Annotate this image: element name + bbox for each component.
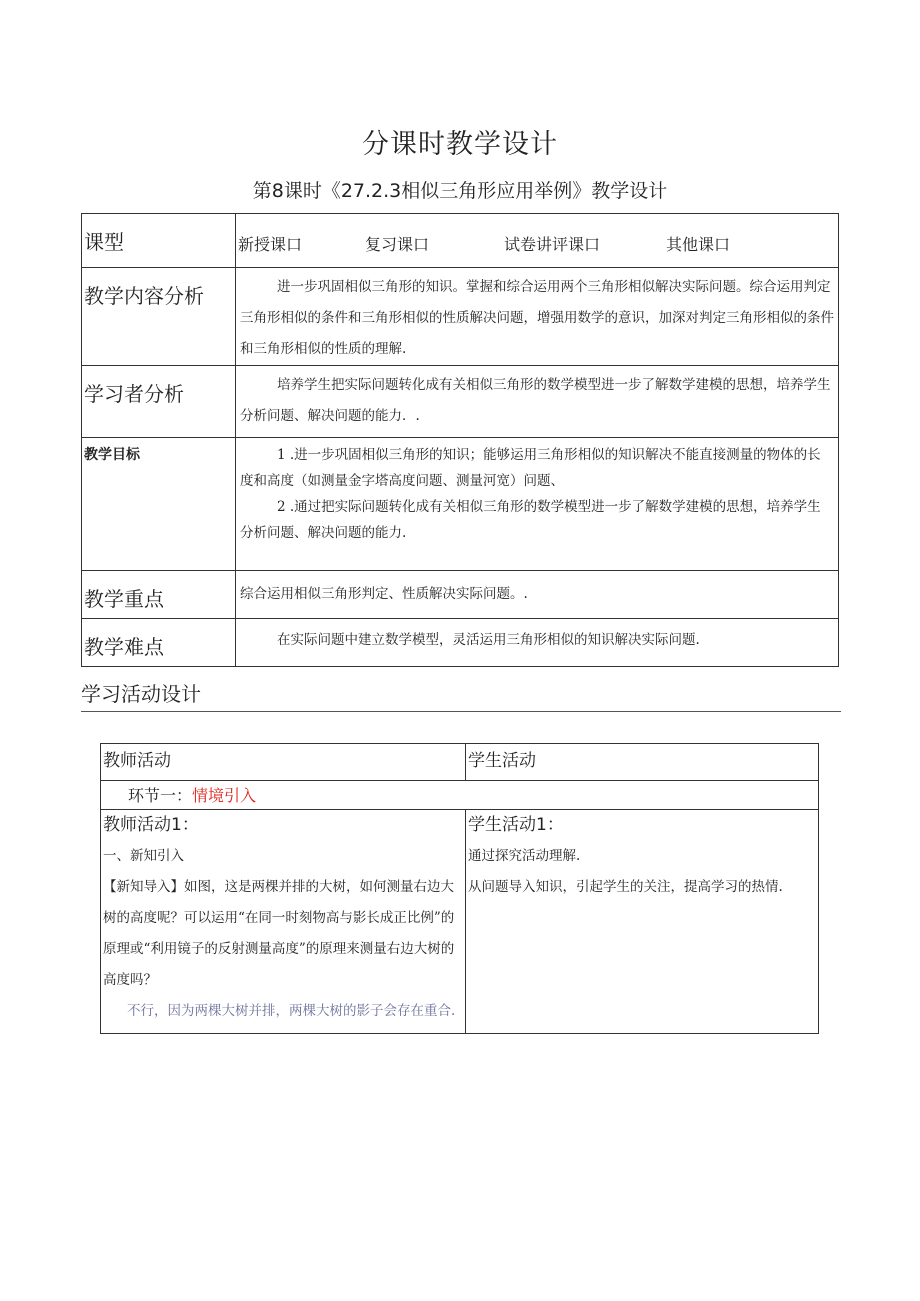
- goals-cell: [236, 438, 839, 571]
- difficulty-label: 教学难点: [84, 635, 164, 659]
- document-title: 分课时教学设计: [362, 129, 558, 160]
- table-row: [82, 366, 839, 438]
- difficulty-text: 在实际问题中建立数学模型，灵活运用三角形相似的知识解决实际问题.: [236, 619, 839, 667]
- type-option-other[interactable]: 其他课口: [666, 235, 731, 254]
- student-line-2: 从问题导入知识，引起学生的关注，提高学习的热情.: [468, 879, 783, 895]
- lesson-info-table: [81, 213, 839, 667]
- content-analysis-text: 进一步巩固相似三角形的知识。掌握和综合运用两个三角形相似解决实际问题。综合运用判定三角形相似的条件和三角形相似的性质解决问题，增强用数学的意识，加深对判定三角形相似的条件和三角形相似的性质的理解.: [236, 268, 839, 366]
- teacher-subheading: 一、新知引入: [103, 848, 184, 864]
- key-points-text: 综合运用相似三角形判定、性质解决实际问题。.: [236, 571, 839, 619]
- table-row: [82, 619, 839, 667]
- learner-label-cell: [82, 366, 236, 438]
- table-row: [101, 810, 819, 1034]
- teacher-answer-text: 不行，因为两棵大树并排，两棵大树的影子会存在重合.: [127, 1003, 456, 1019]
- type-option-new[interactable]: 新授课口: [238, 235, 303, 254]
- teacher-question-text: 【新知导入】如图，这是两棵并排的大树，如何测量右边大树的高度呢？可以运用“在同一时刻物高与影长成正比例”的原理或“利用镜子的反射测量高度”的原理来测量右边大树的高度吗？: [103, 879, 455, 988]
- difficulty-label-cell: [82, 619, 236, 667]
- document-subtitle: 第8课时《27.2.3相似三角形应用举例》教学设计: [252, 180, 668, 202]
- table-row: [101, 781, 819, 810]
- table-row: [82, 571, 839, 619]
- table-row: [82, 268, 839, 366]
- student-activity-cell: [466, 810, 819, 1034]
- student-activity-title: 学生活动1：: [468, 815, 564, 835]
- type-label-cell: [82, 214, 236, 268]
- stage-row: [101, 781, 819, 810]
- content-label: 教学内容分析: [84, 284, 204, 308]
- table-row: [82, 214, 839, 268]
- table-row: [82, 438, 839, 571]
- student-line-1: 通过探究活动理解.: [468, 848, 581, 864]
- goals-label: 教学目标: [84, 447, 140, 463]
- teacher-header: 教师活动: [101, 744, 466, 781]
- student-header: 学生活动: [466, 744, 819, 781]
- key-label: 教学重点: [84, 587, 164, 611]
- learner-label: 学习者分析: [84, 382, 184, 406]
- stage-prefix: 环节一：: [128, 786, 193, 805]
- type-label: 课型: [84, 230, 124, 254]
- teacher-activity-title: 教师活动1：: [103, 815, 199, 835]
- goal-1-text: 1 .进一步巩固相似三角形的知识；能够运用三角形相似的知识解决不能直接测量的物体的长度和高度（如测量金字塔高度问题、测量河宽）问题、: [240, 447, 821, 489]
- activity-section-title: 学习活动设计: [81, 678, 841, 712]
- table-row: [101, 744, 819, 781]
- teacher-activity-cell: [101, 810, 466, 1034]
- key-label-cell: [82, 571, 236, 619]
- stage-name: 情境引入: [192, 786, 257, 805]
- content-label-cell: [82, 268, 236, 366]
- type-option-review[interactable]: 复习课口: [365, 235, 430, 254]
- type-option-exam[interactable]: 试卷讲评课口: [504, 235, 601, 254]
- learner-analysis-text: 培养学生把实际问题转化成有关相似三角形的数学模型进一步了解数学建模的思想，培养学生分析问题、解决问题的能力．.: [236, 366, 839, 438]
- type-options-cell: [236, 214, 839, 268]
- goal-2-text: 2 .通过把实际问题转化成有关相似三角形的数学模型进一步了解数学建模的思想，培养学生分析问题、解决问题的能力.: [240, 499, 821, 541]
- goals-label-cell: [82, 438, 236, 571]
- activity-table: [100, 743, 819, 1034]
